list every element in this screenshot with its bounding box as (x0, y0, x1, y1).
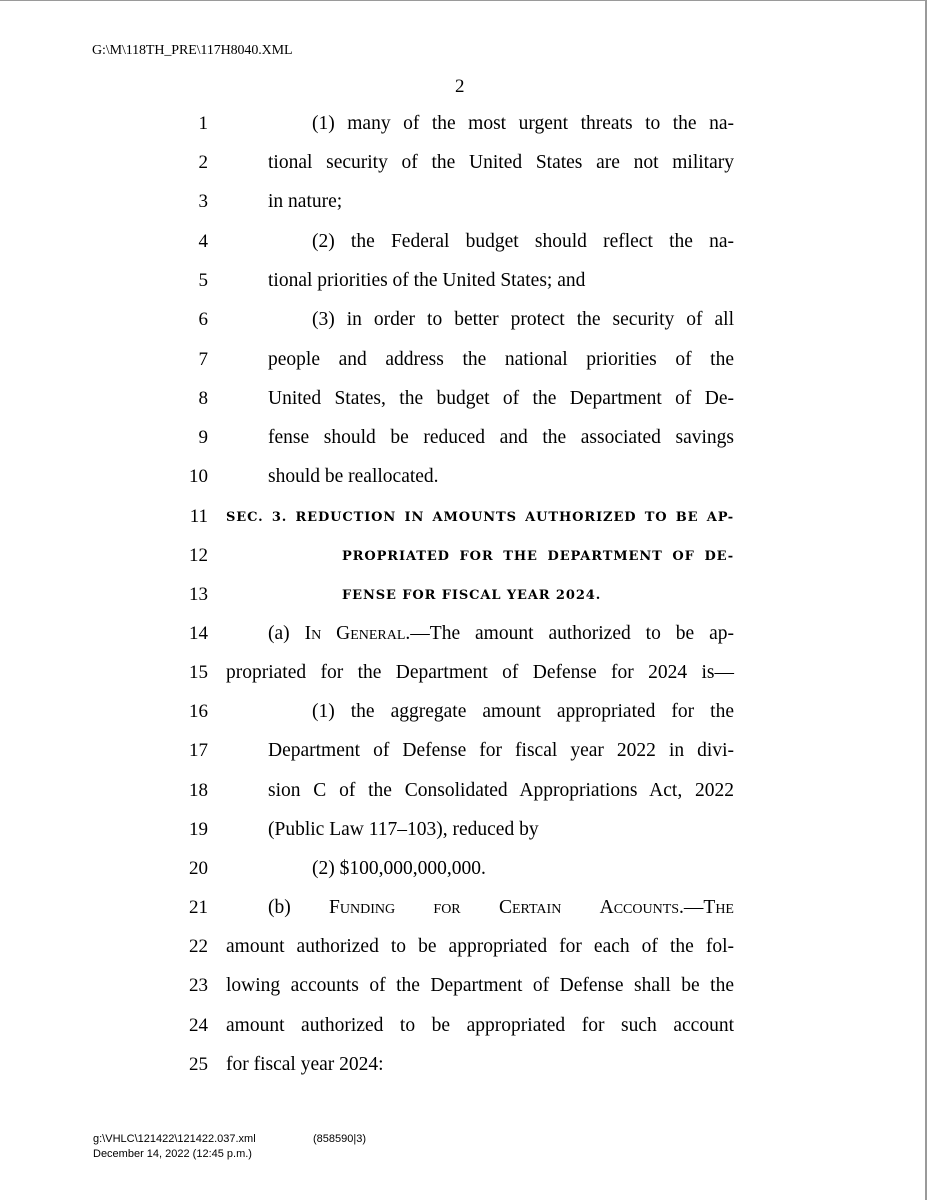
bill-line (0, 466, 927, 494)
line-number: 9 (198, 427, 208, 448)
line-number: 17 (189, 740, 208, 761)
line-text: (2) $100,000,000,000. (312, 858, 486, 879)
line-text: for fiscal year 2024: (226, 1054, 384, 1075)
bill-line (0, 1015, 927, 1043)
line-number: 6 (198, 309, 208, 330)
bill-line (0, 152, 927, 180)
footer-file-path: g:\VHLC\121422\121422.037.xml (93, 1133, 256, 1145)
line-text: people and address the national priorities of the (268, 349, 734, 370)
bill-line (0, 191, 927, 219)
line-number: 3 (198, 191, 208, 212)
line-text: (2) the Federal budget should reflect the na- (312, 231, 734, 252)
line-text: (Public Law 117–103), reduced by (268, 819, 539, 840)
bill-line (0, 1054, 927, 1082)
section-heading-line (0, 584, 927, 612)
line-text (268, 623, 734, 645)
bill-line (0, 231, 927, 259)
bill-line (0, 113, 927, 141)
subsection-prefix: (a) (268, 623, 305, 644)
subsection-heading-word: Certain (498, 897, 562, 918)
line-text: amount authorized to be appropriated for each of the fol- (226, 936, 734, 957)
line-number: 5 (198, 270, 208, 291)
bill-line (0, 780, 927, 808)
bill-line (0, 349, 927, 377)
subsection-heading: In General. (304, 623, 411, 644)
line-number: 11 (189, 506, 208, 527)
line-number: 23 (189, 975, 208, 996)
subsection-heading-word: Funding (329, 897, 396, 918)
line-text: in nature; (268, 191, 343, 212)
line-number: 25 (189, 1054, 208, 1075)
bill-line (0, 701, 927, 729)
bill-line (0, 819, 927, 847)
bill-line (0, 309, 927, 337)
section-heading-text: SEC. 3. REDUCTION IN AMOUNTS AUTHORIZED TO BE AP- (226, 510, 734, 525)
subsection-prefix: (b) (268, 897, 291, 918)
line-number: 16 (189, 701, 208, 722)
line-text: (1) many of the most urgent threats to the na- (312, 113, 734, 134)
section-heading-text: PROPRIATED FOR THE DEPARTMENT OF DE- (342, 549, 734, 564)
line-text: (1) the aggregate amount appropriated for the (312, 701, 734, 722)
footer-date: December 14, 2022 (12:45 p.m.) (93, 1148, 252, 1160)
line-number: 12 (189, 545, 208, 566)
bill-line (0, 858, 927, 886)
subsection-heading-word: Accounts.—The (599, 897, 734, 918)
line-number: 4 (198, 231, 208, 252)
section-heading-line (0, 506, 927, 534)
line-text: amount authorized to be appropriated for such account (226, 1015, 734, 1036)
header-file-path: G:\M\118TH_PRE\117H8040.XML (92, 43, 293, 58)
line-text: (3) in order to better protect the security of all (312, 309, 734, 330)
section-heading-text: FENSE FOR FISCAL YEAR 2024. (342, 588, 602, 603)
line-text: tional security of the United States are not military (268, 152, 734, 173)
bill-line (0, 897, 927, 925)
subsection-text: —The amount authorized to be ap- (410, 623, 734, 644)
line-number: 13 (189, 584, 208, 605)
bill-line (0, 936, 927, 964)
bill-line (0, 975, 927, 1003)
line-number: 7 (198, 349, 208, 370)
line-text (268, 897, 734, 919)
line-text: propriated for the Department of Defense for 2024 is— (226, 662, 734, 683)
line-number: 10 (189, 466, 208, 487)
page-border-top (0, 0, 927, 1)
line-number: 1 (198, 113, 208, 134)
section-heading-line (0, 545, 927, 573)
bill-line (0, 427, 927, 455)
page-number: 2 (455, 76, 465, 97)
line-number: 8 (198, 388, 208, 409)
line-text: lowing accounts of the Department of Defense shall be the (226, 975, 734, 996)
bill-line (0, 270, 927, 298)
line-number: 22 (189, 936, 208, 957)
bill-line (0, 623, 927, 651)
subsection-heading-word: for (433, 897, 461, 918)
bill-line (0, 740, 927, 768)
line-number: 14 (189, 623, 208, 644)
line-number: 24 (189, 1015, 208, 1036)
line-number: 19 (189, 819, 208, 840)
line-number: 20 (189, 858, 208, 879)
line-number: 2 (198, 152, 208, 173)
bill-line (0, 388, 927, 416)
line-number: 15 (189, 662, 208, 683)
line-number: 21 (189, 897, 208, 918)
bill-line (0, 662, 927, 690)
footer-document-id: (858590|3) (313, 1133, 367, 1145)
line-text: sion C of the Consolidated Appropriations Act, 2022 (268, 780, 734, 801)
line-text: United States, the budget of the Department of De- (268, 388, 734, 409)
line-text: Department of Defense for fiscal year 2022 in divi- (268, 740, 734, 761)
line-number: 18 (189, 780, 208, 801)
line-text: tional priorities of the United States; and (268, 270, 586, 291)
line-text: should be reallocated. (268, 466, 439, 487)
line-text: fense should be reduced and the associated savings (268, 427, 734, 448)
